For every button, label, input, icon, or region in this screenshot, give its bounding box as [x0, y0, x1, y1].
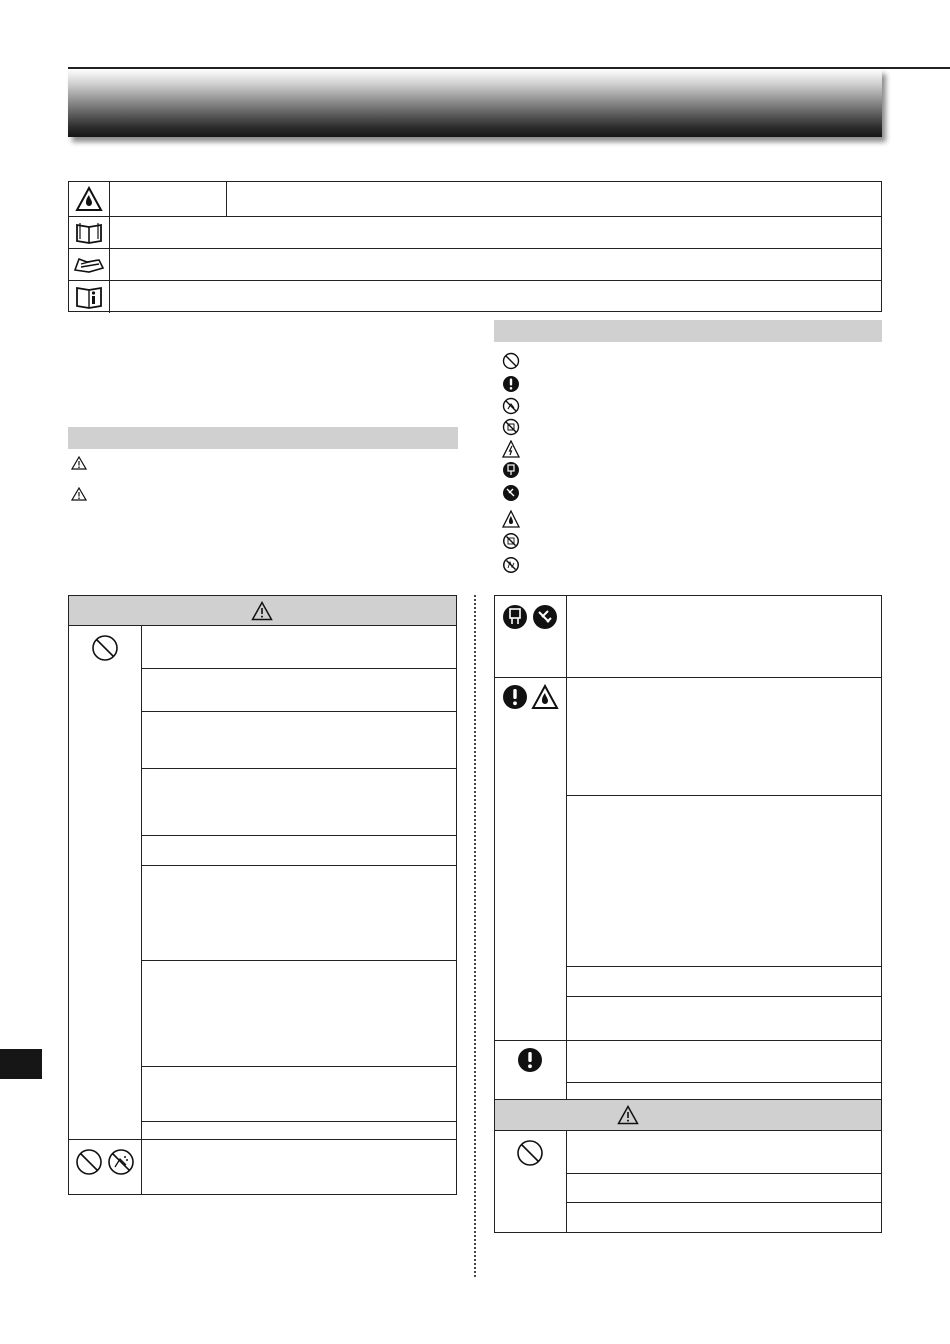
- row-divider: [495, 1040, 882, 1041]
- legend-heading-text: [494, 324, 502, 338]
- row-divider: [141, 711, 457, 712]
- manual-icon: [69, 217, 110, 248]
- icon-column-divider: [566, 596, 567, 1099]
- prohibited-icon: [75, 1148, 103, 1181]
- row-divider: [566, 996, 882, 997]
- symbol-table: [68, 181, 882, 312]
- no-wet-hands-icon: [502, 397, 520, 415]
- row-divider: [141, 668, 457, 669]
- mandatory-icon: [517, 1047, 543, 1078]
- warning-table-header: [69, 596, 456, 626]
- no-disassemble-icon: [502, 532, 520, 550]
- electric-shock-icon: [502, 440, 520, 458]
- icon-column-divider: [566, 1131, 567, 1232]
- symbol-divider: [226, 182, 227, 216]
- info-manual-icon: [69, 281, 110, 313]
- row-divider: [141, 768, 457, 769]
- mandatory-icon: [502, 684, 528, 715]
- prohibited-icon: [516, 1139, 544, 1172]
- right-warning-table: [494, 595, 882, 1233]
- row-divider: [141, 1139, 457, 1140]
- ground-icon: [502, 484, 520, 502]
- row-divider: [141, 1121, 457, 1122]
- row-divider: [566, 966, 882, 967]
- prohibited-icon: [502, 352, 520, 370]
- prohibited-icon: [91, 634, 119, 667]
- service-manual-icon: [69, 249, 110, 280]
- unplug-icon: [502, 461, 520, 479]
- no-touch-icon: [502, 556, 520, 574]
- mandatory-icon: [502, 375, 520, 393]
- row-divider: [141, 960, 457, 961]
- warning-triangle-icon: [71, 456, 87, 475]
- page-title-banner: [68, 69, 882, 137]
- row-divider: [495, 677, 882, 678]
- symbol-row-info: [69, 281, 881, 313]
- row-divider: [141, 835, 457, 836]
- caution-triangle-icon: [71, 487, 87, 506]
- symbol-row-manual: [69, 217, 881, 249]
- legend-heading: [494, 320, 882, 342]
- row-divider: [566, 1082, 882, 1083]
- warning-table: [68, 595, 457, 1195]
- row-divider: [141, 1066, 457, 1067]
- unplug-icon: [502, 604, 528, 635]
- left-section-heading: [68, 427, 458, 449]
- left-section-heading-text: [68, 431, 76, 445]
- fire-warning-icon: [531, 684, 559, 715]
- warning-header-triangle-icon: [251, 601, 273, 626]
- column-divider: [474, 595, 476, 1277]
- no-water-icon: [502, 418, 520, 436]
- row-divider: [566, 1173, 882, 1174]
- no-wet-hands-icon: [107, 1148, 135, 1181]
- fire-warning-icon: [502, 510, 520, 528]
- flame-warning-icon: [69, 182, 110, 216]
- row-divider: [566, 795, 882, 796]
- symbol-row-flame: [69, 182, 881, 217]
- row-divider: [566, 1202, 882, 1203]
- symbol-row-service: [69, 249, 881, 281]
- section-tab: [0, 1049, 42, 1079]
- intro-text: [68, 325, 458, 415]
- caution-table-header: [495, 1099, 881, 1131]
- row-divider: [141, 865, 457, 866]
- ground-icon: [532, 604, 558, 635]
- caution-header-triangle-icon: [617, 1105, 639, 1130]
